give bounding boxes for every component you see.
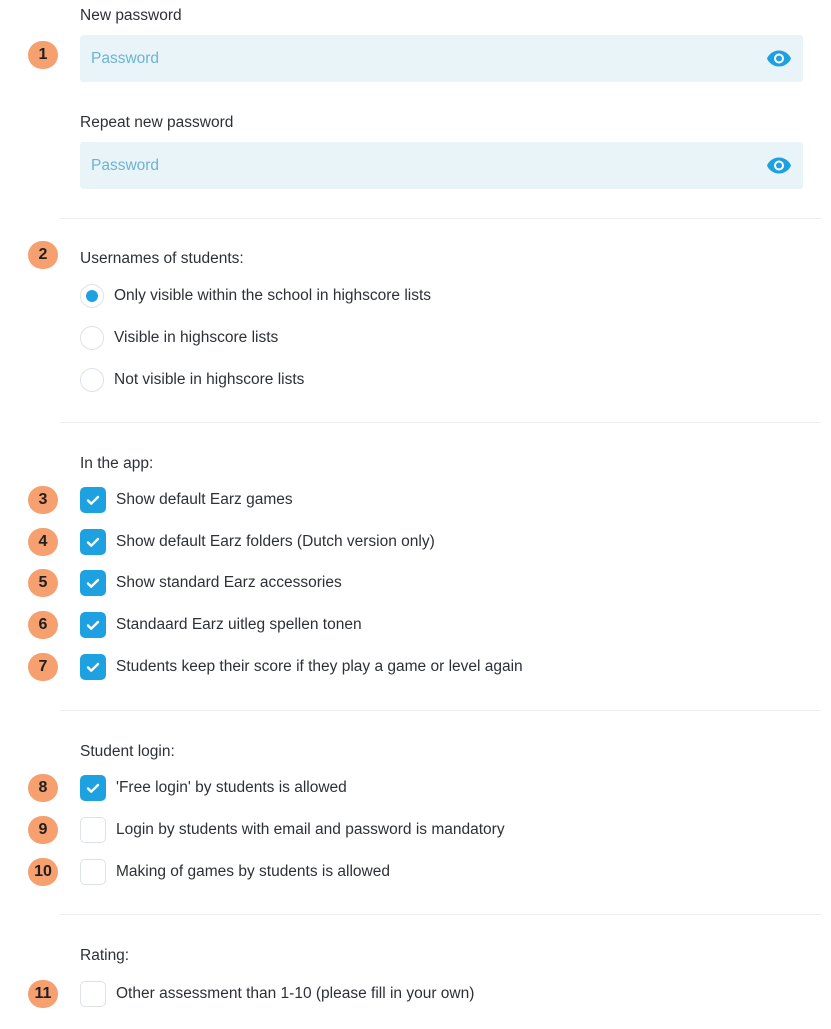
- checkbox-default-games[interactable]: [80, 485, 293, 515]
- annotation-badge: 4: [28, 528, 58, 556]
- annotation-badge: 7: [28, 653, 58, 681]
- checkbox-making-games[interactable]: [80, 857, 390, 887]
- check-icon: [85, 575, 101, 591]
- checkbox[interactable]: [80, 487, 106, 513]
- checkbox-standard-accessories[interactable]: [80, 568, 342, 598]
- annotation-badge: 10: [28, 858, 58, 886]
- checkbox-label: Show standard Earz accessories: [116, 574, 342, 591]
- annotation-badge: 8: [28, 774, 58, 802]
- new-password-label: New password: [80, 7, 182, 24]
- radio-label: Only visible within the school in highscore lists: [114, 287, 432, 304]
- radio-not-visible[interactable]: [80, 365, 304, 395]
- checkbox[interactable]: [80, 817, 106, 843]
- radio-only-school[interactable]: [80, 281, 431, 311]
- annotation-badge: 5: [28, 569, 58, 597]
- checkbox[interactable]: [80, 859, 106, 885]
- checkbox-label: Students keep their score if they play a game or level again: [116, 658, 523, 675]
- divider: [60, 422, 821, 423]
- checkbox[interactable]: [80, 775, 106, 801]
- check-icon: [85, 780, 101, 796]
- annotation-badge: 3: [28, 486, 58, 514]
- divider: [60, 914, 821, 915]
- repeat-password-input[interactable]: [80, 142, 750, 189]
- login-heading: Student login:: [80, 743, 175, 760]
- radio-button[interactable]: [80, 326, 104, 350]
- checkbox-label: Login by students with email and password is mandatory: [116, 821, 505, 838]
- usernames-heading: Usernames of students:: [80, 250, 244, 267]
- checkbox-other-assessment[interactable]: [80, 979, 474, 1009]
- eye-icon[interactable]: [766, 156, 792, 175]
- checkbox-default-folders[interactable]: [80, 527, 435, 557]
- annotation-badge: 1: [28, 41, 58, 69]
- checkbox-keep-score[interactable]: [80, 652, 523, 682]
- checkbox-free-login[interactable]: [80, 773, 347, 803]
- checkbox-label: Other assessment than 1-10 (please fill in your own): [116, 985, 475, 1002]
- checkbox[interactable]: [80, 570, 106, 596]
- check-icon: [85, 534, 101, 550]
- new-password-field: [80, 35, 803, 82]
- rating-heading: Rating:: [80, 947, 130, 964]
- checkbox-uitleg-spellen[interactable]: [80, 610, 362, 640]
- check-icon: [85, 617, 101, 633]
- radio-button[interactable]: [80, 284, 104, 308]
- checkbox-email-login[interactable]: [80, 815, 505, 845]
- check-icon: [85, 492, 101, 508]
- repeat-password-field: [80, 142, 803, 189]
- radio-label: Not visible in highscore lists: [114, 371, 305, 388]
- checkbox-label: Standaard Earz uitleg spellen tonen: [116, 616, 362, 633]
- divider: [60, 218, 821, 219]
- checkbox[interactable]: [80, 654, 106, 680]
- app-heading: In the app:: [80, 455, 154, 472]
- annotation-badge: 2: [28, 241, 58, 269]
- new-password-input[interactable]: [80, 35, 750, 82]
- checkbox[interactable]: [80, 612, 106, 638]
- checkbox-label: 'Free login' by students is allowed: [116, 779, 347, 796]
- check-icon: [85, 659, 101, 675]
- divider: [60, 710, 821, 711]
- repeat-password-label: Repeat new password: [80, 114, 234, 131]
- checkbox-label: Show default Earz folders (Dutch version only): [116, 533, 435, 550]
- annotation-badge: 9: [28, 816, 58, 844]
- annotation-badge: 11: [28, 980, 58, 1008]
- checkbox-label: Making of games by students is allowed: [116, 863, 390, 880]
- eye-icon[interactable]: [766, 49, 792, 68]
- checkbox-label: Show default Earz games: [116, 491, 293, 508]
- radio-visible[interactable]: [80, 323, 278, 353]
- annotation-badge: 6: [28, 611, 58, 639]
- radio-label: Visible in highscore lists: [114, 329, 279, 346]
- checkbox[interactable]: [80, 981, 106, 1007]
- radio-button[interactable]: [80, 368, 104, 392]
- checkbox[interactable]: [80, 529, 106, 555]
